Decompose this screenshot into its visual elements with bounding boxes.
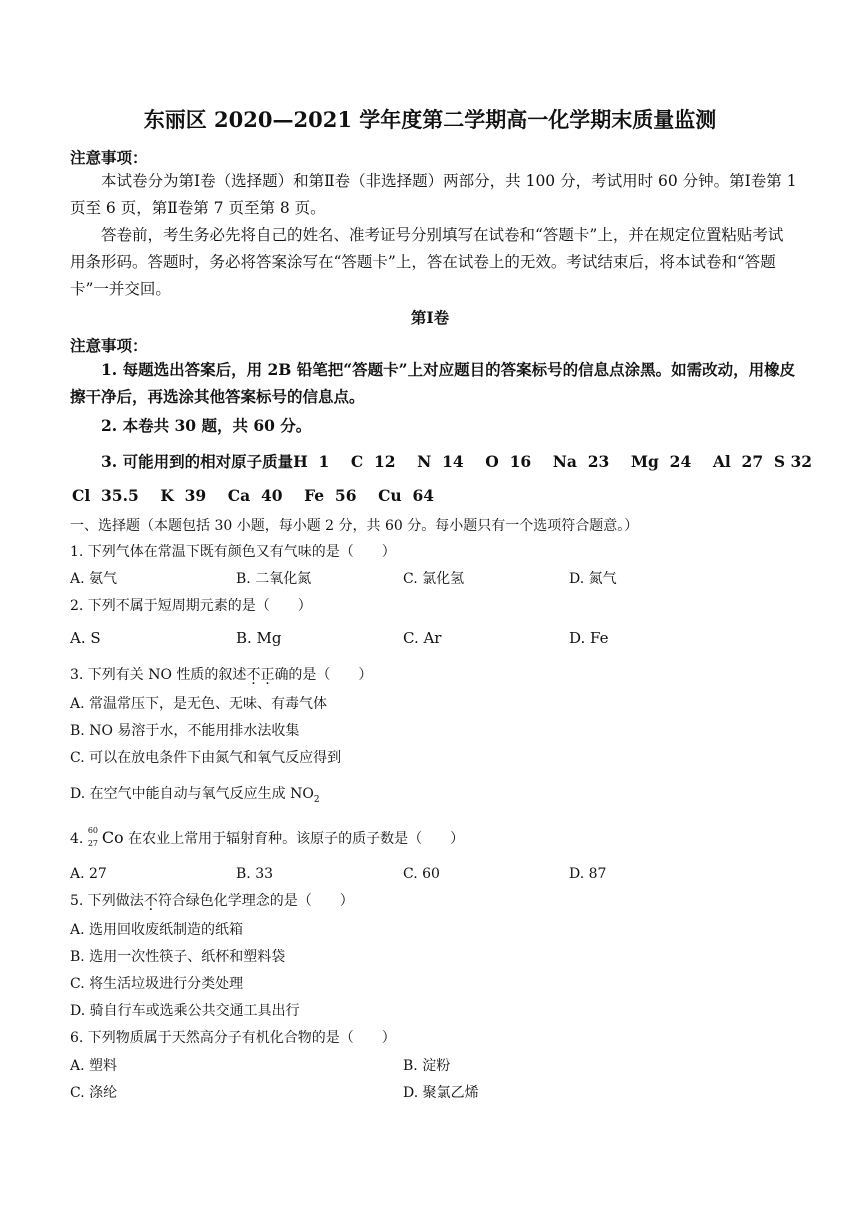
mass-number: 60 [87, 826, 98, 835]
question-4-option-c: C. 60 [403, 866, 440, 882]
question-6-option-a: A. 塑料 [70, 1058, 118, 1074]
question-5-stem [70, 890, 354, 910]
question-4-option-d: D. 87 [569, 866, 607, 882]
question-2-option-a: A. S [70, 629, 101, 647]
notice-paragraph-1: 本试卷分为第Ⅰ卷（选择题）和第Ⅱ卷（非选择题）两部分，共 100 分，考试用时 60 分钟。第Ⅰ卷第 1 页至 6 页，第Ⅱ卷第 7 页至第 8 页。 [70, 172, 797, 217]
atomic-masses-line-1: 3. 可能用到的相对原子质量H 1 C 12 N 14 O 16 Na 23 Mg 24 Al 27 S 32 [101, 452, 813, 471]
question-5-option-d: D. 骑自行车或选乘公共交通工具出行 [70, 1003, 300, 1019]
question-5-option-a: A. 选用回收废纸制造的纸箱 [70, 922, 244, 938]
nuclide-notation [87, 826, 102, 848]
question-6-stem: 6. 下列物质属于天然高分子有机化合物的是（ ） [70, 1030, 396, 1046]
question-3-stem-post: 确的是（ ） [274, 667, 373, 683]
question-2-option-d: D. Fe [569, 629, 609, 647]
emphasis-char-2: 正 [260, 667, 275, 683]
question-1-option-d: D. 氮气 [569, 571, 617, 587]
notice-paragraph-2: 答卷前，考生务必先将自己的姓名、准考证号分别填写在试卷和“答题卡”上，并在规定位置粘贴考试用条形码。答题时，务必将答案涂写在“答题卡”上，答在试卷上的无效。考试结束后，将本试卷和“答题卡”一并交回。 [70, 226, 784, 298]
question-2-option-b: B. Mg [236, 629, 282, 647]
atomic-number: 27 [87, 839, 98, 848]
notice2-item-1: 1. 每题选出答案后，用 2B 铅笔把“答题卡”上对应题目的答案标号的信息点涂黑。如需改动，用橡皮擦干净后，再选涂其他答案标号的信息点。 [70, 360, 796, 406]
question-1-option-b: B. 二氧化氮 [236, 571, 312, 587]
question-1-stem: 1. 下列气体在常温下既有颜色又有气味的是（ ） [70, 544, 396, 560]
question-2-option-c: C. Ar [403, 629, 442, 647]
atomic-masses-line-2: Cl 35.5 K 39 Ca 40 Fe 56 Cu 64 [72, 486, 435, 505]
page-title: 东丽区 2020—2021 学年度第二学期高一化学期末质量监测 [143, 107, 717, 132]
question-6-option-c: C. 涤纶 [70, 1085, 118, 1101]
question-6-option-d: D. 聚氯乙烯 [403, 1085, 479, 1101]
question-4-number: 4. [70, 831, 84, 847]
question-4-option-b: B. 33 [236, 866, 274, 882]
notice2-item-2: 2. 本卷共 30 题，共 60 分。 [101, 416, 312, 435]
question-6-option-b: B. 淀粉 [403, 1058, 451, 1074]
question-4-stem [70, 828, 464, 848]
part-one-heading: 一、选择题（本题包括 30 小题，每小题 2 分，共 60 分。每小题只有一个选项符合题意。） [70, 518, 639, 534]
question-3-stem-pre: 3. 下列有关 NO 性质的叙述 [70, 667, 247, 683]
question-3-option-b: B. NO 易溶于水，不能用排水法收集 [70, 723, 300, 739]
question-3-option-a: A. 常温常压下，是无色、无味、有毒气体 [70, 696, 328, 712]
question-3-stem [70, 664, 372, 684]
notice-heading: 注意事项： [70, 148, 148, 167]
section-title: 第Ⅰ卷 [410, 308, 450, 327]
question-3-option-c: C. 可以在放电条件下由氮气和氧气反应得到 [70, 750, 342, 766]
question-1-option-c: C. 氯化氢 [403, 571, 465, 587]
question-5-option-b: B. 选用一次性筷子、纸杯和塑料袋 [70, 949, 286, 965]
question-4-stem-text: 在农业上常用于辐射育种。该原子的质子数是（ ） [123, 831, 465, 847]
question-5-option-c: C. 将生活垃圾进行分类处理 [70, 976, 244, 992]
emphasis-char-1: 不 [246, 667, 261, 683]
emphasis-char: 不 [143, 893, 158, 909]
question-5-stem-pre: 5. 下列做法 [70, 893, 144, 909]
question-2-stem: 2. 下列不属于短周期元素的是（ ） [70, 598, 312, 614]
notice2-heading: 注意事项： [70, 336, 148, 355]
element-symbol: Co [101, 828, 124, 847]
question-5-stem-post: 符合绿色化学理念的是（ ） [157, 893, 354, 909]
question-3-option-d-text: D. 在空气中能自动与氧气反应生成 NO [70, 786, 314, 802]
question-3-option-d [70, 783, 320, 805]
question-4-option-a: A. 27 [70, 866, 107, 882]
question-1-option-a: A. 氨气 [70, 571, 118, 587]
subscript: 2 [313, 794, 320, 805]
